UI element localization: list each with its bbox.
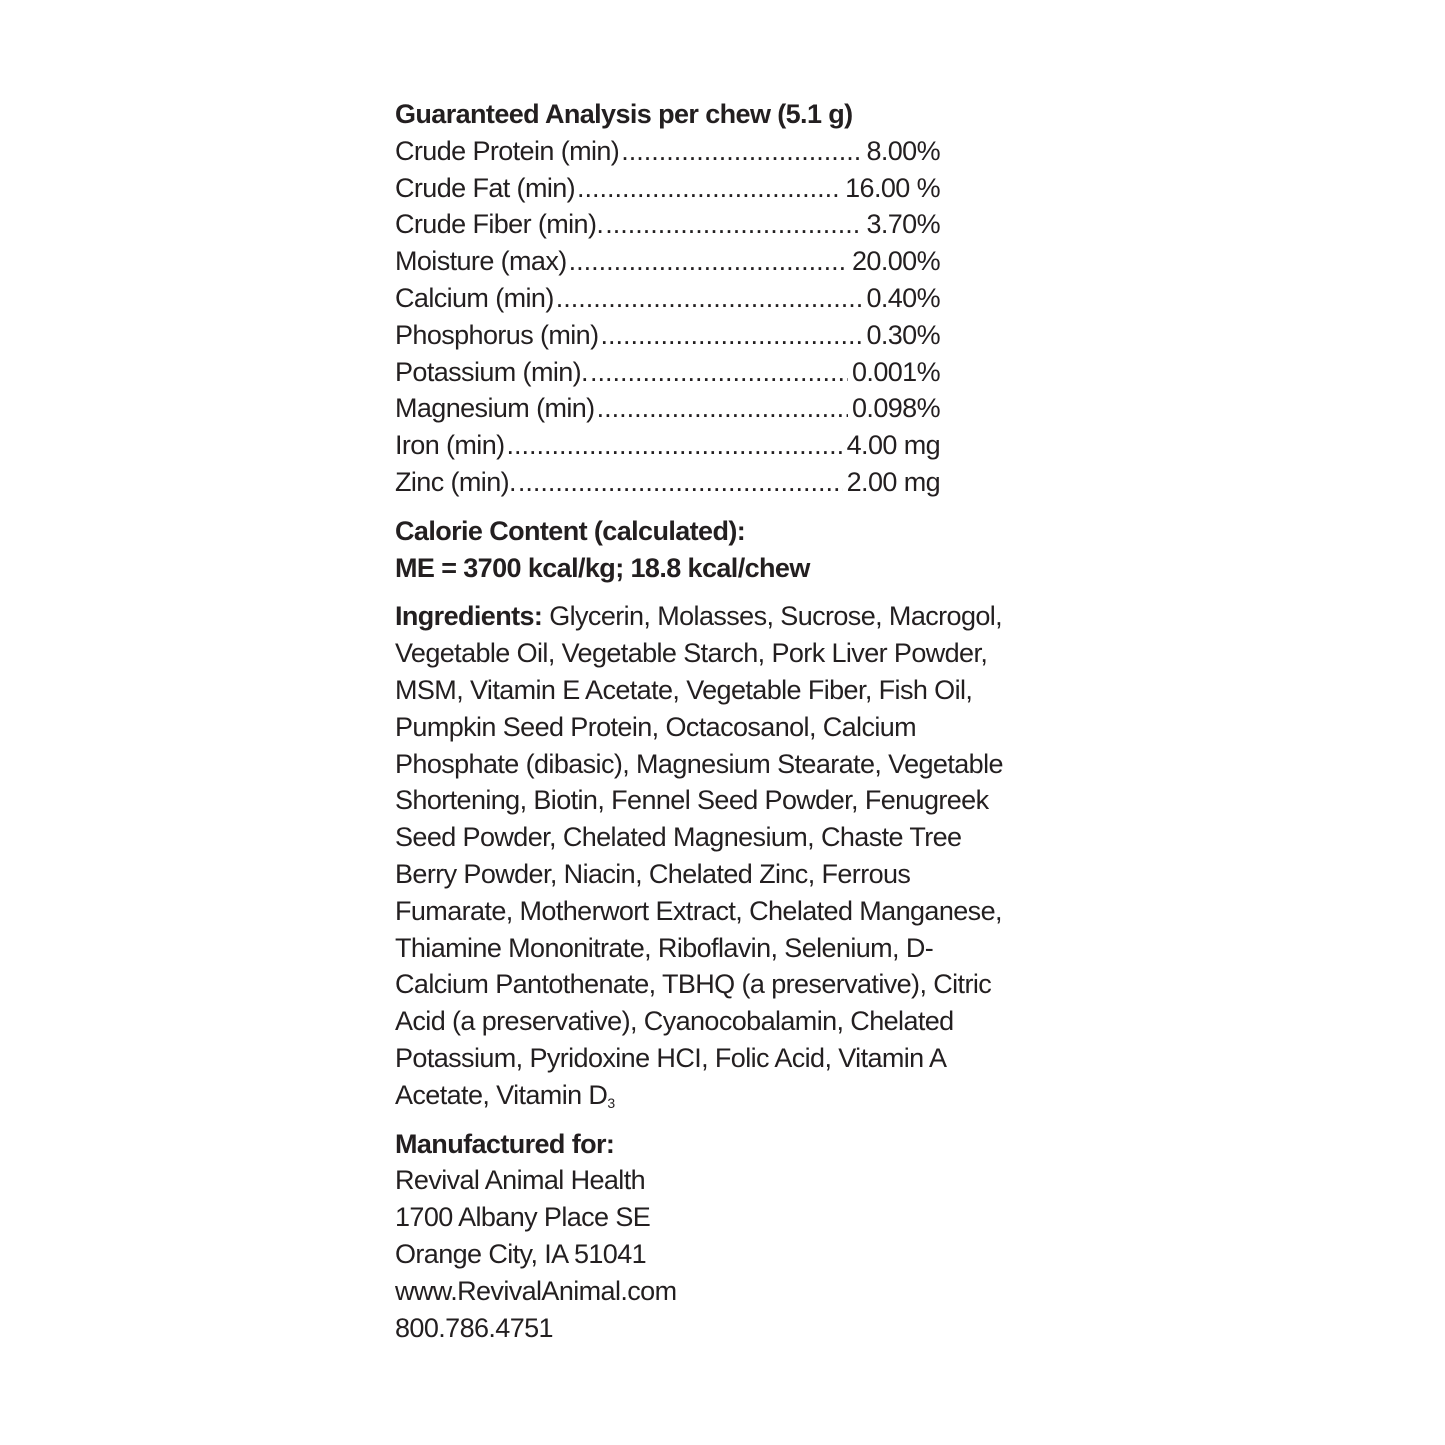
analysis-row xyxy=(395,354,940,391)
section-spacer xyxy=(395,1114,1035,1126)
dot-leader xyxy=(621,133,862,170)
manufacturer-section xyxy=(395,1126,1035,1347)
nutrient-name: Potassium (min). xyxy=(395,356,588,387)
nutrient-name: Zinc (min). xyxy=(395,466,516,497)
manufacturer-name: Revival Animal Health xyxy=(395,1165,646,1196)
dot-leader xyxy=(590,354,848,391)
dot-leader xyxy=(518,464,843,501)
nutrient-amount: 0.098% xyxy=(852,393,940,424)
nutrient-name: Phosphorus (min) xyxy=(395,319,599,350)
analysis-row xyxy=(395,243,940,280)
analysis-row xyxy=(395,280,940,317)
guaranteed-analysis-heading: Guaranteed Analysis per chew (5.1 g) xyxy=(395,99,853,129)
analysis-row xyxy=(395,390,940,427)
manufacturer-heading: Manufactured for: xyxy=(395,1128,615,1159)
section-spacer xyxy=(395,586,1035,598)
nutrient-amount: 0.40% xyxy=(866,282,940,313)
analysis-row xyxy=(395,317,940,354)
nutrient-name: Magnesium (min) xyxy=(395,393,595,424)
calorie-content-heading: Calorie Content (calculated): xyxy=(395,515,746,546)
calorie-content-section xyxy=(395,513,1035,587)
calorie-content-value: ME = 3700 kcal/kg; 18.8 kcal/chew xyxy=(395,552,810,583)
dot-leader xyxy=(556,280,863,317)
ingredients-paragraph xyxy=(395,598,1025,1113)
nutrient-amount: 4.00 mg xyxy=(846,430,940,461)
vitamin-d-subscript: 3 xyxy=(607,1094,615,1111)
dot-leader xyxy=(577,170,841,207)
manufacturer-street: 1700 Albany Place SE xyxy=(395,1202,651,1233)
analysis-row xyxy=(395,170,940,207)
dot-leader xyxy=(605,206,862,243)
nutrient-amount: 3.70% xyxy=(866,209,940,240)
manufacturer-phone: 800.786.4751 xyxy=(395,1312,553,1343)
analysis-row xyxy=(395,206,940,243)
ingredients-text: Glycerin, Molasses, Sucrose, Macrogol, Vegetable Oil, Vegetable Starch, Pork Liver Powder, MSM, Vitamin E Acetate, Vegetable Fiber, Fish Oil, Pumpkin Seed Protein, Octacosanol, Calcium Phosphate (dibasic), Magnesium Stearate, Vegetable Shortening, Biotin, Fennel Seed Powder, Fenugreek Seed Powder, Chelated Magnesium, Chaste Tree Berry Powder, Niacin, Chelated Zinc, Ferrous Fumarate, Motherwort Extract, Chelated Manganese, Thiamine Mononitrate, Riboflavin, Selenium, D-Calcium Pantothenate, TBHQ (a preservative), Citric Acid (a preservative), Cyanocobalamin, Chelated Potassium, Pyridoxine HCI, Folic Acid, Vitamin A Acetate, Vitamin D xyxy=(395,601,1003,1110)
manufacturer-website: www.RevivalAnimal.com xyxy=(395,1275,677,1306)
dot-leader xyxy=(597,390,848,427)
nutrition-label-panel xyxy=(395,96,1035,1346)
dot-leader xyxy=(601,317,863,354)
analysis-table xyxy=(395,133,940,501)
nutrient-amount: 0.30% xyxy=(866,319,940,350)
nutrient-amount: 2.00 mg xyxy=(846,466,940,497)
nutrient-amount: 0.001% xyxy=(852,356,940,387)
nutrient-amount: 20.00% xyxy=(852,246,940,277)
nutrient-name: Crude Fiber (min). xyxy=(395,209,604,240)
manufacturer-city: Orange City, IA 51041 xyxy=(395,1238,647,1269)
dot-leader xyxy=(569,243,848,280)
nutrient-name: Crude Fat (min) xyxy=(395,172,576,203)
analysis-row xyxy=(395,133,940,170)
nutrient-amount: 16.00 % xyxy=(845,172,940,203)
analysis-row xyxy=(395,427,940,464)
nutrient-name: Calcium (min) xyxy=(395,282,554,313)
section-spacer xyxy=(395,501,1035,513)
guaranteed-analysis-section xyxy=(395,96,1035,501)
ingredients-label: Ingredients: xyxy=(395,601,543,632)
nutrient-name: Iron (min) xyxy=(395,430,505,461)
nutrient-amount: 8.00% xyxy=(866,135,940,166)
nutrient-name: Moisture (max) xyxy=(395,246,567,277)
nutrient-name: Crude Protein (min) xyxy=(395,135,620,166)
dot-leader xyxy=(507,427,843,464)
analysis-row xyxy=(395,464,940,501)
